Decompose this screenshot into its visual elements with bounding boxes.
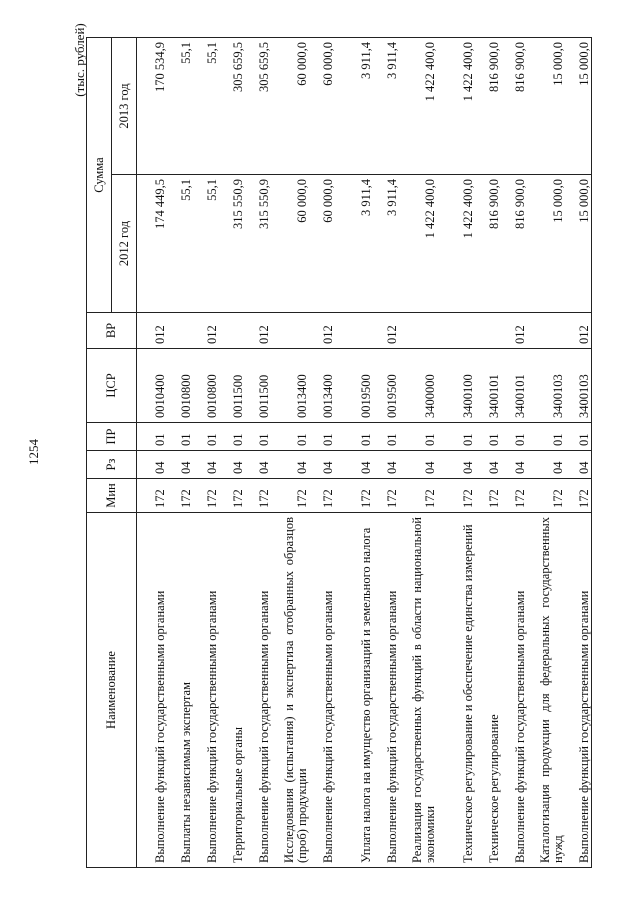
cell-vr: 012	[501, 313, 527, 349]
table-row	[309, 38, 335, 868]
cell-y2013: 1 422 400,0	[437, 38, 475, 175]
unit-label: (тыс. рублей)	[72, 23, 87, 97]
cell-y2013: 55,1	[193, 38, 219, 175]
cell-min: 172	[565, 479, 592, 513]
cell-vr	[271, 313, 309, 349]
table-row	[373, 38, 399, 868]
cell-csr: 0019500	[335, 349, 373, 423]
cell-pr: 01	[137, 423, 168, 451]
cell-rz: 04	[245, 451, 271, 479]
cell-y2012: 816 900,0	[501, 175, 527, 313]
cell-min: 172	[437, 479, 475, 513]
cell-pr: 01	[437, 423, 475, 451]
cell-rz: 04	[219, 451, 245, 479]
cell-vr	[475, 313, 501, 349]
cell-y2012: 315 550,9	[219, 175, 245, 313]
cell-name: Техническое регулирование и обеспечение единства измерений	[437, 513, 475, 868]
cell-name: Уплата налога на имущество организаций и земельного налога	[335, 513, 373, 868]
cell-pr: 01	[167, 423, 193, 451]
cell-min: 172	[475, 479, 501, 513]
table-row	[271, 38, 309, 868]
cell-rz: 04	[399, 451, 437, 479]
header-min: Мин	[87, 479, 137, 513]
cell-y2013: 60 000,0	[309, 38, 335, 175]
cell-name: Выполнение функций государственными органами	[245, 513, 271, 868]
cell-rz: 04	[565, 451, 592, 479]
cell-vr	[335, 313, 373, 349]
header-2012: 2012 год	[112, 175, 137, 313]
cell-rz: 04	[501, 451, 527, 479]
table-row	[219, 38, 245, 868]
cell-csr: 3400103	[565, 349, 592, 423]
cell-vr	[219, 313, 245, 349]
cell-y2013: 816 900,0	[501, 38, 527, 175]
table-row	[193, 38, 219, 868]
cell-csr: 0011500	[245, 349, 271, 423]
table-header	[87, 38, 137, 868]
cell-min: 172	[193, 479, 219, 513]
cell-min: 172	[219, 479, 245, 513]
cell-y2013: 816 900,0	[475, 38, 501, 175]
cell-pr: 01	[245, 423, 271, 451]
cell-vr: 012	[137, 313, 168, 349]
cell-min: 172	[309, 479, 335, 513]
cell-y2013: 305 659,5	[219, 38, 245, 175]
cell-min: 172	[271, 479, 309, 513]
cell-min: 172	[335, 479, 373, 513]
cell-rz: 04	[193, 451, 219, 479]
cell-pr: 01	[501, 423, 527, 451]
cell-rz: 04	[271, 451, 309, 479]
cell-vr	[437, 313, 475, 349]
table-row	[137, 38, 168, 868]
header-sum: Сумма	[87, 38, 112, 313]
cell-y2012: 55,1	[167, 175, 193, 313]
cell-y2013: 3 911,4	[335, 38, 373, 175]
cell-csr: 3400000	[399, 349, 437, 423]
cell-min: 172	[399, 479, 437, 513]
cell-y2012: 15 000,0	[527, 175, 565, 313]
cell-rz: 04	[373, 451, 399, 479]
cell-csr: 3400101	[501, 349, 527, 423]
cell-y2012: 3 911,4	[373, 175, 399, 313]
cell-y2012: 816 900,0	[475, 175, 501, 313]
cell-pr: 01	[335, 423, 373, 451]
cell-y2012: 1 422 400,0	[399, 175, 437, 313]
cell-min: 172	[167, 479, 193, 513]
table-row	[167, 38, 193, 868]
cell-pr: 01	[271, 423, 309, 451]
cell-csr: 3400100	[437, 349, 475, 423]
cell-vr: 012	[565, 313, 592, 349]
cell-y2012: 15 000,0	[565, 175, 592, 313]
cell-vr: 012	[373, 313, 399, 349]
cell-name: Выполнение функций государственными органами	[565, 513, 592, 868]
cell-pr: 01	[219, 423, 245, 451]
header-csr: ЦСР	[87, 349, 137, 423]
cell-pr: 01	[373, 423, 399, 451]
cell-min: 172	[137, 479, 168, 513]
cell-y2012: 60 000,0	[309, 175, 335, 313]
header-name: Наименование	[87, 513, 137, 868]
cell-csr: 0019500	[373, 349, 399, 423]
cell-y2013: 170 534,9	[137, 38, 168, 175]
cell-vr: 012	[193, 313, 219, 349]
cell-y2013: 55,1	[167, 38, 193, 175]
header-vr: ВР	[87, 313, 137, 349]
cell-y2013: 15 000,0	[527, 38, 565, 175]
cell-rz: 04	[167, 451, 193, 479]
table-row	[399, 38, 437, 868]
cell-y2012: 1 422 400,0	[437, 175, 475, 313]
cell-y2013: 15 000,0	[565, 38, 592, 175]
cell-name: Выполнение функций государственными органами	[309, 513, 335, 868]
cell-rz: 04	[527, 451, 565, 479]
table-row	[437, 38, 475, 868]
cell-y2012: 315 550,9	[245, 175, 271, 313]
cell-rz: 04	[437, 451, 475, 479]
cell-csr: 3400103	[527, 349, 565, 423]
table-row	[475, 38, 501, 868]
cell-y2012: 55,1	[193, 175, 219, 313]
cell-pr: 01	[565, 423, 592, 451]
cell-name: Каталогизация продукции для федеральных государственных нужд	[527, 513, 565, 868]
cell-name: Выплаты независимым экспертам	[167, 513, 193, 868]
cell-vr	[167, 313, 193, 349]
cell-y2013: 305 659,5	[245, 38, 271, 175]
header-pr: ПР	[87, 423, 137, 451]
cell-pr: 01	[527, 423, 565, 451]
cell-name: Выполнение функций государственными органами	[373, 513, 399, 868]
cell-name: Выполнение функций государственными органами	[193, 513, 219, 868]
cell-vr: 012	[245, 313, 271, 349]
cell-rz: 04	[335, 451, 373, 479]
table-row	[245, 38, 271, 868]
cell-name: Выполнение функций государственными органами	[501, 513, 527, 868]
cell-min: 172	[373, 479, 399, 513]
cell-rz: 04	[309, 451, 335, 479]
table-row	[335, 38, 373, 868]
cell-name: Выполнение функций государственными органами	[137, 513, 168, 868]
cell-min: 172	[501, 479, 527, 513]
table-body	[137, 38, 592, 868]
header-rz: Рз	[87, 451, 137, 479]
cell-csr: 0013400	[271, 349, 309, 423]
cell-y2012: 174 449,5	[137, 175, 168, 313]
table-row	[565, 38, 592, 868]
page-number: 1254	[26, 439, 41, 465]
table-row	[501, 38, 527, 868]
cell-name: Реализация государственных функций в области национальной экономики	[399, 513, 437, 868]
cell-y2013: 60 000,0	[271, 38, 309, 175]
cell-rz: 04	[137, 451, 168, 479]
header-2013: 2013 год	[112, 38, 137, 175]
cell-pr: 01	[475, 423, 501, 451]
cell-min: 172	[245, 479, 271, 513]
cell-pr: 01	[399, 423, 437, 451]
cell-csr: 0013400	[309, 349, 335, 423]
cell-y2013: 3 911,4	[373, 38, 399, 175]
cell-csr: 0010800	[167, 349, 193, 423]
cell-name: Техническое регулирование	[475, 513, 501, 868]
cell-name: Исследования (испытания) и экспертиза отобранных образцов (проб) продукции	[271, 513, 309, 868]
cell-csr: 0010800	[193, 349, 219, 423]
cell-min: 172	[527, 479, 565, 513]
cell-csr: 3400101	[475, 349, 501, 423]
cell-vr	[527, 313, 565, 349]
cell-vr: 012	[309, 313, 335, 349]
cell-y2012: 60 000,0	[271, 175, 309, 313]
cell-csr: 0011500	[219, 349, 245, 423]
cell-pr: 01	[193, 423, 219, 451]
cell-csr: 0010400	[137, 349, 168, 423]
rotated-table-wrapper	[86, 38, 591, 868]
cell-y2013: 1 422 400,0	[399, 38, 437, 175]
cell-name: Территориальные органы	[219, 513, 245, 868]
budget-table	[86, 37, 592, 868]
cell-pr: 01	[309, 423, 335, 451]
cell-rz: 04	[475, 451, 501, 479]
cell-y2012: 3 911,4	[335, 175, 373, 313]
cell-vr	[399, 313, 437, 349]
table-row	[527, 38, 565, 868]
